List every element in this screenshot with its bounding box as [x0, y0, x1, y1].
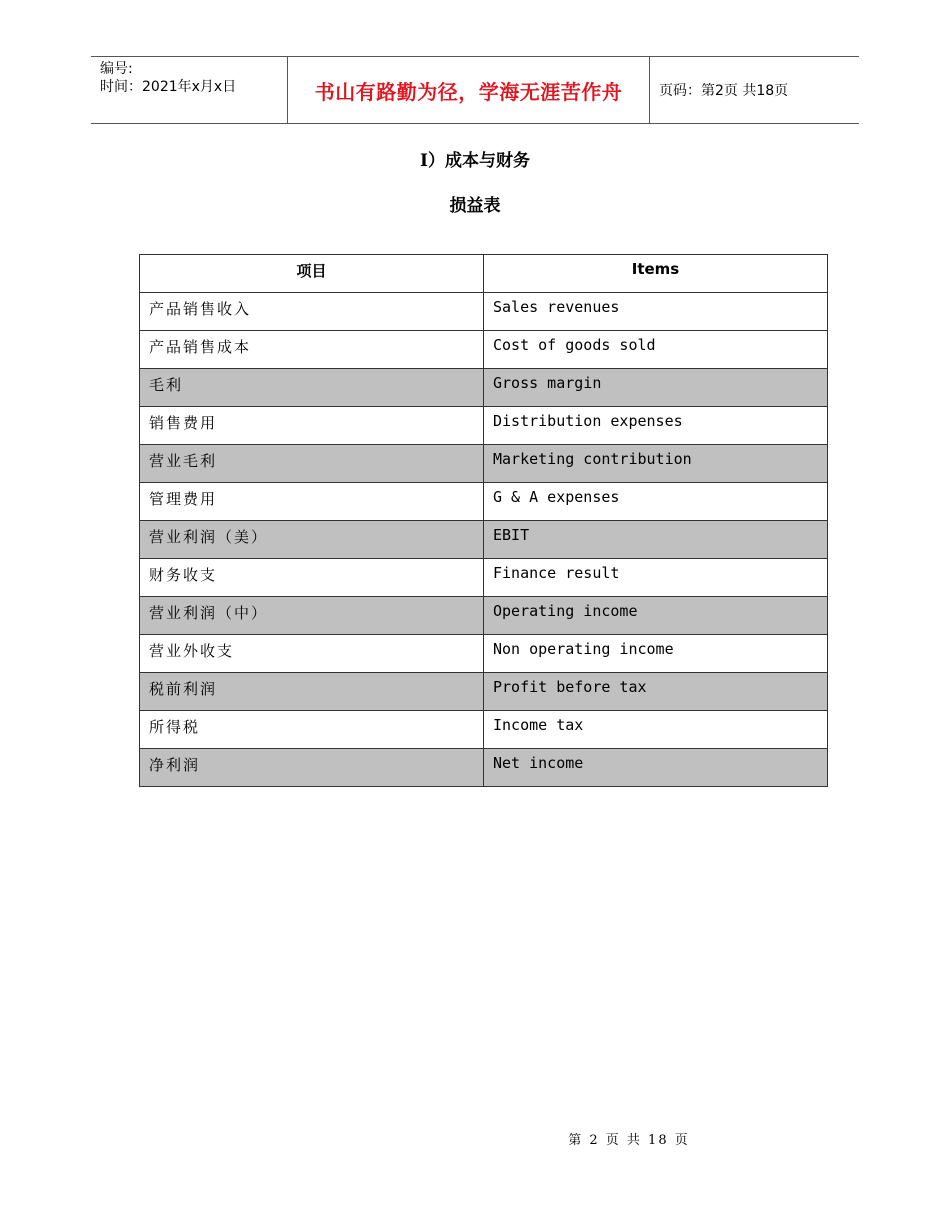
item-english-cell: Finance result: [484, 559, 828, 597]
item-english-cell: Profit before tax: [484, 673, 828, 711]
table-row: [140, 369, 828, 407]
item-chinese-cell: 净利润: [140, 749, 484, 787]
item-english-cell: Cost of goods sold: [484, 331, 828, 369]
item-chinese-cell: 财务收支: [140, 559, 484, 597]
table-body: [140, 293, 828, 787]
item-chinese-cell: 产品销售收入: [140, 293, 484, 331]
page-header: [91, 56, 859, 124]
income-statement-table: [139, 254, 828, 787]
item-english-cell: Non operating income: [484, 635, 828, 673]
item-english-cell: Net income: [484, 749, 828, 787]
section-title: I）成本与财务: [420, 151, 530, 171]
item-chinese-cell: 营业毛利: [140, 445, 484, 483]
item-english-cell: G & A expenses: [484, 483, 828, 521]
item-chinese-cell: 毛利: [140, 369, 484, 407]
table-row: [140, 673, 828, 711]
item-chinese-cell: 税前利润: [140, 673, 484, 711]
item-english-cell: Operating income: [484, 597, 828, 635]
document-number-label: 编号:: [100, 61, 133, 77]
item-chinese-cell: 营业外收支: [140, 635, 484, 673]
item-english-cell: Distribution expenses: [484, 407, 828, 445]
table-row: [140, 559, 828, 597]
column-header-chinese: 项目: [140, 255, 484, 293]
table-row: [140, 407, 828, 445]
item-chinese-cell: 营业利润（美）: [140, 521, 484, 559]
table-row: [140, 749, 828, 787]
item-chinese-cell: 销售费用: [140, 407, 484, 445]
item-english-cell: Sales revenues: [484, 293, 828, 331]
table-row: [140, 331, 828, 369]
table-header-row: [140, 255, 828, 293]
column-header-english: Items: [484, 255, 828, 293]
item-english-cell: Gross margin: [484, 369, 828, 407]
table-row: [140, 711, 828, 749]
document-date-label: 时间：2021年x月x日: [100, 79, 237, 95]
item-english-cell: EBIT: [484, 521, 828, 559]
item-chinese-cell: 产品销售成本: [140, 331, 484, 369]
item-chinese-cell: 营业利润（中）: [140, 597, 484, 635]
table-row: [140, 597, 828, 635]
item-english-cell: Marketing contribution: [484, 445, 828, 483]
header-motto: 书山有路勤为径，学海无涯苦作舟: [287, 57, 650, 123]
table-row: [140, 635, 828, 673]
header-meta: [91, 57, 287, 123]
item-chinese-cell: 所得税: [140, 711, 484, 749]
page-footer: 第 2 页 共 18 页: [568, 1133, 690, 1148]
table-title: 损益表: [449, 196, 501, 216]
table-row: [140, 483, 828, 521]
table-row: [140, 521, 828, 559]
header-page-label: 页码：第2页 共18页: [659, 83, 789, 99]
item-chinese-cell: 管理费用: [140, 483, 484, 521]
table-row: [140, 293, 828, 331]
item-english-cell: Income tax: [484, 711, 828, 749]
table-row: [140, 445, 828, 483]
